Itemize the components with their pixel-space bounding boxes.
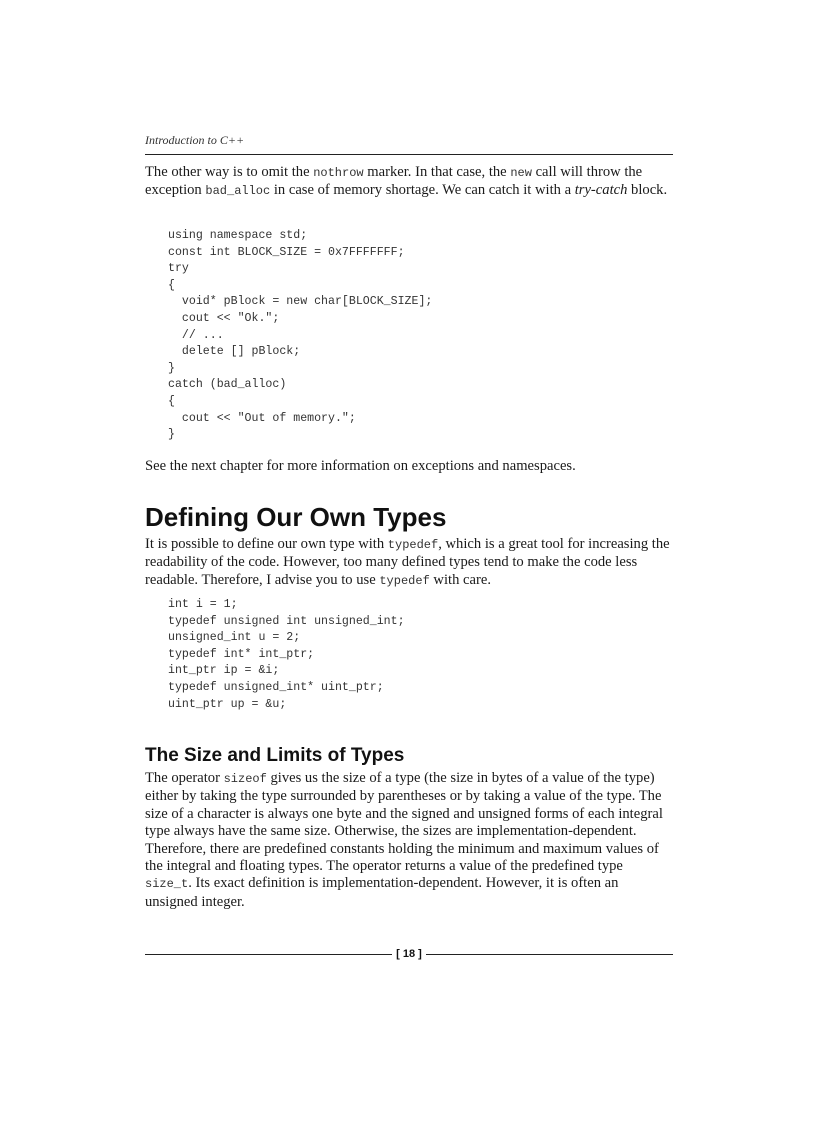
inline-code: bad_alloc bbox=[205, 184, 271, 199]
intro-paragraph: The other way is to omit the nothrow marker. In that case, the new call will throw the exception bad_alloc in case of memory shortage. We can catch it with a try-catch block. bbox=[145, 164, 668, 199]
inline-code: nothrow bbox=[313, 166, 364, 180]
code-block-try-catch: using namespace std; const int BLOCK_SIZE = 0x7FFFFFFF; try { void* pBlock = new char[BLOCK_SIZE]; cout << "Ok."; // ... delete [] pBlock; } catch (bad_alloc) { cout << "Out of memory."; } bbox=[168, 229, 433, 442]
inline-code: size_t bbox=[145, 877, 189, 892]
running-header: Introduction to C++ bbox=[145, 133, 673, 155]
exceptions-note: See the next chapter for more information on exceptions and namespaces. bbox=[145, 458, 576, 474]
code-block-typedef: int i = 1; typedef unsigned int unsigned_int; unsigned_int u = 2; typedef int* int_ptr; int_ptr ip = &i; typedef unsigned_int* uint_ptr; uint_ptr up = &u; bbox=[168, 598, 405, 711]
italic-term: try-catch bbox=[574, 182, 628, 199]
inline-code: typedef bbox=[387, 538, 439, 552]
footer-rule-right bbox=[426, 954, 673, 955]
section-heading-size-limits: The Size and Limits of Types bbox=[145, 745, 405, 766]
page-footer bbox=[145, 944, 673, 964]
section-heading-defining-types: Defining Our Own Types bbox=[145, 502, 447, 532]
inline-code: sizeof bbox=[223, 772, 267, 786]
sizeof-paragraph: The operator sizeof gives us the size of a type (the size in bytes of a value of the type) either by taking the type surrounded by parentheses or by taking a value of the type. The size of a character is always one byte and the signed and unsigned forms of each integral type always have the same size. Otherwise, the sizes are implementation-dependent. Therefore, there are predefined constants holding the minimum and maximum values of the integral and floating types. The operator returns a value of the predefined type size_t. Its exact definition is implementation-dependent. However, it is often an unsigned integer. bbox=[145, 770, 663, 910]
footer-rule-left bbox=[145, 954, 392, 955]
inline-code: typedef bbox=[379, 573, 430, 588]
inline-code: new bbox=[510, 166, 532, 180]
page-number: [ 18 ] bbox=[396, 948, 422, 960]
typedef-paragraph: It is possible to define our own type with typedef, which is a great tool for increasing the readability of the code. However, too many defined types tend to make the code less readable. Therefore, I advise you to use typedef with care. bbox=[145, 536, 670, 588]
